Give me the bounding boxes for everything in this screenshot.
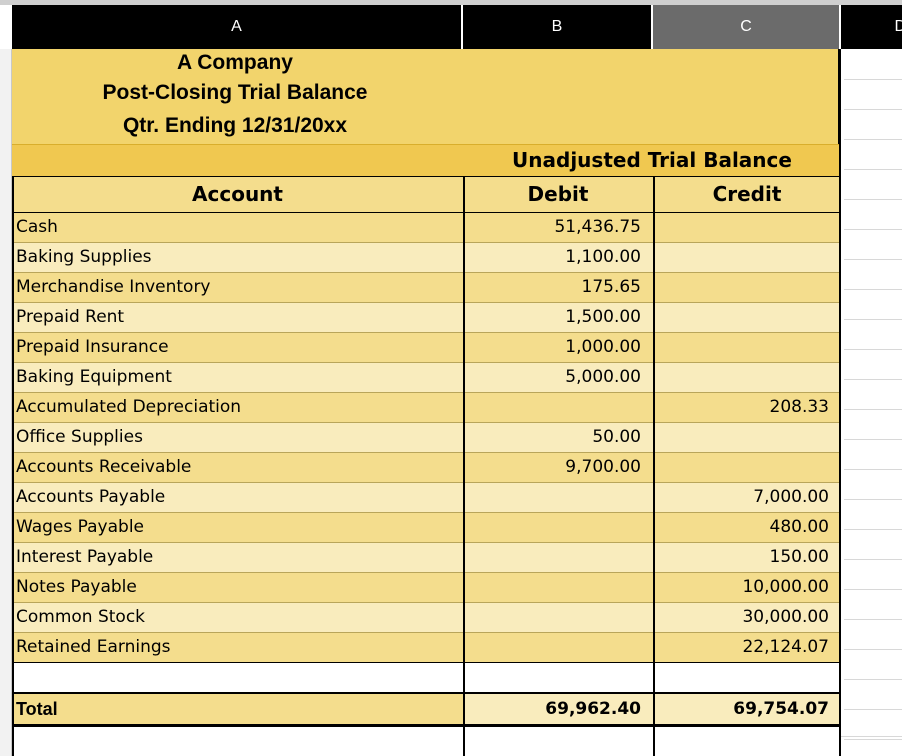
gridline-row: [844, 649, 902, 650]
gridline-row: [844, 229, 902, 230]
cell-border: [12, 176, 14, 756]
blank-cell[interactable]: [653, 662, 841, 692]
cell-border: [12, 242, 841, 243]
total-debit[interactable]: 69,962.40: [463, 694, 653, 724]
column-header-c[interactable]: [653, 5, 839, 49]
gridline-row: [844, 109, 902, 110]
cell-border: [12, 452, 841, 453]
debit-cell[interactable]: 1,000.00: [463, 332, 653, 362]
gridline-row: [844, 169, 902, 170]
company-name: A Company: [177, 51, 293, 74]
credit-cell[interactable]: 208.33: [653, 392, 841, 422]
credit-cell[interactable]: [653, 242, 841, 272]
gridline-row: [844, 679, 902, 680]
credit-cell[interactable]: [653, 332, 841, 362]
gridline-row: [844, 139, 902, 140]
cell-border: [12, 392, 841, 393]
gridline-row: [844, 349, 902, 350]
blank-cell[interactable]: [463, 662, 653, 692]
credit-header: Credit: [653, 176, 841, 212]
account-cell[interactable]: Prepaid Rent: [12, 302, 463, 332]
credit-cell[interactable]: [653, 362, 841, 392]
total-credit[interactable]: 69,754.07: [653, 694, 841, 724]
account-cell[interactable]: Wages Payable: [12, 512, 463, 542]
column-header-d[interactable]: [841, 5, 906, 49]
gridline-row: [844, 79, 902, 80]
gridline-row: [844, 199, 902, 200]
cell-border: [12, 482, 841, 483]
column-header-b[interactable]: [463, 5, 651, 49]
cell-border: [12, 632, 841, 633]
gridline-row: [844, 739, 902, 740]
gridline-row: [844, 709, 902, 710]
credit-cell[interactable]: 150.00: [653, 542, 841, 572]
credit-cell[interactable]: [653, 452, 841, 482]
debit-cell[interactable]: 1,500.00: [463, 302, 653, 332]
debit-cell[interactable]: 175.65: [463, 272, 653, 302]
account-header: Account: [12, 176, 463, 212]
column-header-b-label: B: [551, 18, 563, 35]
debit-cell[interactable]: [463, 512, 653, 542]
debit-header: Debit: [463, 176, 653, 212]
column-header-d-label: D: [894, 18, 906, 35]
gridline-row: [844, 319, 902, 320]
cell-border: [12, 602, 841, 603]
account-cell[interactable]: Common Stock: [12, 602, 463, 632]
account-cell[interactable]: Baking Equipment: [12, 362, 463, 392]
credit-cell[interactable]: 7,000.00: [653, 482, 841, 512]
gridline-row: [844, 559, 902, 560]
cell-border: [463, 176, 465, 756]
gridline-row: [844, 589, 902, 590]
credit-cell[interactable]: 30,000.00: [653, 602, 841, 632]
debit-cell[interactable]: [463, 602, 653, 632]
cell-border: [12, 662, 841, 663]
gridline-row: [844, 379, 902, 380]
gridline-row: [844, 439, 902, 440]
blank-cell[interactable]: [12, 662, 463, 692]
report-title: Post-Closing Trial Balance: [102, 81, 368, 104]
account-cell[interactable]: Cash: [12, 212, 463, 242]
credit-cell[interactable]: 22,124.07: [653, 632, 841, 662]
credit-cell[interactable]: 480.00: [653, 512, 841, 542]
cell-border: [839, 144, 841, 756]
debit-cell[interactable]: 1,100.00: [463, 242, 653, 272]
column-header-c-label: C: [740, 18, 752, 35]
debit-cell[interactable]: [463, 572, 653, 602]
credit-cell[interactable]: 10,000.00: [653, 572, 841, 602]
credit-cell[interactable]: [653, 272, 841, 302]
cell-border: [12, 176, 841, 177]
debit-cell[interactable]: 51,436.75: [463, 212, 653, 242]
report-period: Qtr. Ending 12/31/20xx: [122, 114, 348, 137]
gridline-row: [844, 469, 902, 470]
account-cell[interactable]: Prepaid Insurance: [12, 332, 463, 362]
cell-border: [12, 212, 841, 213]
cell-border: [12, 724, 841, 727]
account-cell[interactable]: Merchandise Inventory: [12, 272, 463, 302]
column-header-a[interactable]: [12, 5, 461, 49]
debit-cell[interactable]: [463, 632, 653, 662]
debit-cell[interactable]: 9,700.00: [463, 452, 653, 482]
cell-border: [12, 272, 841, 273]
account-cell[interactable]: Accounts Receivable: [12, 452, 463, 482]
unadjusted-trial-balance-header: Unadjusted Trial Balance: [512, 148, 792, 172]
debit-cell[interactable]: [463, 482, 653, 512]
account-cell[interactable]: Office Supplies: [12, 422, 463, 452]
gridline-row: [844, 499, 902, 500]
total-label: Total: [12, 694, 463, 724]
row-header-strip: [0, 49, 12, 756]
debit-cell[interactable]: [463, 542, 653, 572]
debit-cell[interactable]: 5,000.00: [463, 362, 653, 392]
account-cell[interactable]: Retained Earnings: [12, 632, 463, 662]
account-cell[interactable]: Notes Payable: [12, 572, 463, 602]
credit-cell[interactable]: [653, 212, 841, 242]
account-cell[interactable]: Accumulated Depreciation: [12, 392, 463, 422]
gridline-row: [844, 289, 902, 290]
cell-border: [653, 176, 655, 756]
cell-border: [12, 362, 841, 363]
blank-cell[interactable]: [463, 727, 653, 756]
debit-cell[interactable]: [463, 392, 653, 422]
debit-cell[interactable]: 50.00: [463, 422, 653, 452]
blank-cell[interactable]: [653, 727, 841, 756]
gridline-row: [844, 619, 902, 620]
account-cell[interactable]: Accounts Payable: [12, 482, 463, 512]
column-header-a-label: A: [231, 18, 242, 35]
account-cell[interactable]: Interest Payable: [12, 542, 463, 572]
cell-border: [12, 542, 841, 543]
cell-border: [12, 572, 841, 573]
cell-border: [12, 692, 841, 694]
cell-border: [12, 332, 841, 333]
cell-border: [12, 302, 841, 303]
gridline-row: [844, 409, 902, 410]
credit-cell[interactable]: [653, 302, 841, 332]
credit-cell[interactable]: [653, 422, 841, 452]
account-cell[interactable]: Baking Supplies: [12, 242, 463, 272]
gridline-row: [844, 259, 902, 260]
blank-cell[interactable]: [12, 727, 463, 756]
cell-border: [12, 512, 841, 513]
gridline-row: [844, 529, 902, 530]
cell-border: [12, 422, 841, 423]
